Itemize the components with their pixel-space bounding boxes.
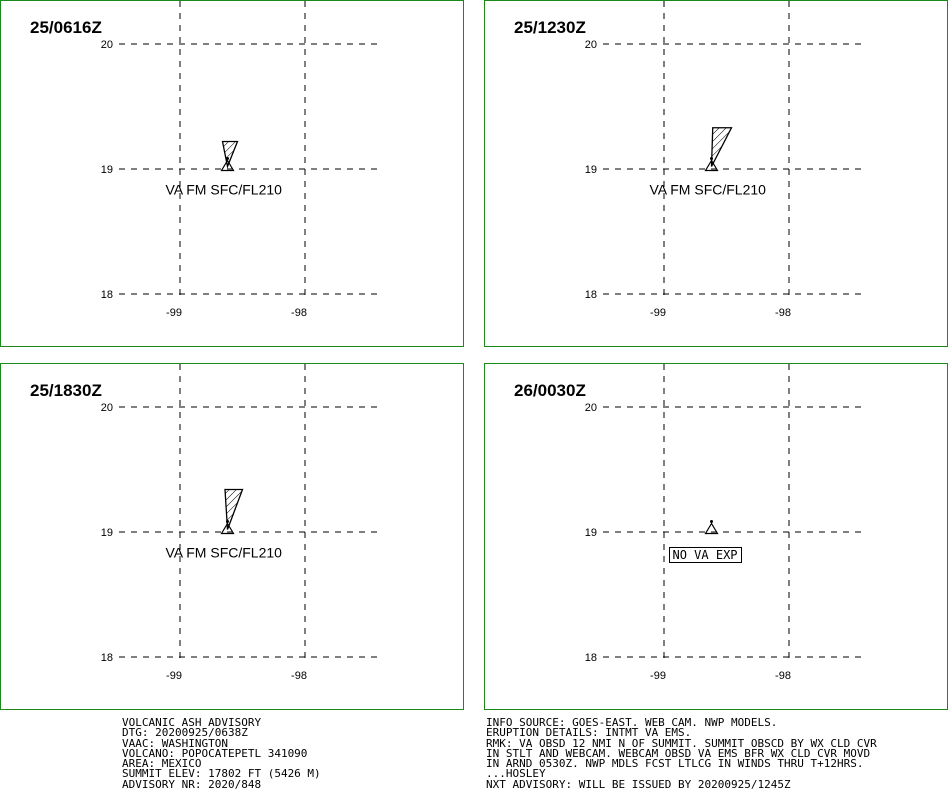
latitude-label: 20 xyxy=(100,402,113,414)
advisory-line: RMK: VA OBSD 12 NMI N OF SUMMIT. SUMMIT OBSCD BY WX CLD CVR xyxy=(486,736,877,750)
longitude-label: -98 xyxy=(775,670,791,682)
latitude-label: 20 xyxy=(584,402,597,414)
panel-time: 25/1230Z xyxy=(514,18,586,37)
advisory-remarks-text xyxy=(486,718,877,790)
advisory-line: VAAC: WASHINGTON xyxy=(122,736,228,750)
no-va-expected-box: NO VA EXP xyxy=(669,547,742,563)
advisory-line: AREA: MEXICO xyxy=(122,757,202,771)
forecast-panel-0030z xyxy=(484,363,948,710)
latitude-label: 19 xyxy=(100,527,113,539)
latitude-label: 19 xyxy=(584,164,597,176)
map-canvas xyxy=(1,364,463,709)
latitude-label: 18 xyxy=(584,289,597,301)
va-height-label: VA FM SFC/FL210 xyxy=(649,181,766,198)
longitude-label: -99 xyxy=(166,307,182,319)
ash-cloud-polygon xyxy=(712,128,732,167)
longitude-label: -98 xyxy=(775,307,791,319)
latitude-label: 18 xyxy=(100,289,113,301)
advisory-header-text xyxy=(122,718,321,790)
advisory-line: SUMMIT ELEV: 17802 FT (5426 M) xyxy=(122,767,321,781)
longitude-label: -98 xyxy=(291,307,307,319)
volcano-plume-dot xyxy=(226,520,229,523)
panel-time: 25/0616Z xyxy=(30,18,102,37)
longitude-label: -98 xyxy=(291,670,307,682)
map-canvas xyxy=(485,1,947,346)
latitude-label: 20 xyxy=(100,39,113,51)
volcano-plume-dot xyxy=(710,157,713,160)
panel-time: 25/1830Z xyxy=(30,381,102,400)
va-height-label: VA FM SFC/FL210 xyxy=(165,544,282,561)
forecast-panel-1830z xyxy=(0,363,464,710)
ash-cloud-polygon xyxy=(223,142,238,167)
advisory-line: ADVISORY NR: 2020/848 xyxy=(122,777,262,791)
longitude-label: -99 xyxy=(650,670,666,682)
latitude-label: 19 xyxy=(584,527,597,539)
map-canvas xyxy=(485,364,947,709)
advisory-line: IN STLT AND WEBCAM. WEBCAM OBSD VA EMS BFR WX CLD CVR MOVD xyxy=(486,746,871,760)
va-height-label: VA FM SFC/FL210 xyxy=(165,181,282,198)
latitude-label: 20 xyxy=(584,39,597,51)
latitude-label: 18 xyxy=(584,652,597,664)
latitude-label: 19 xyxy=(100,164,113,176)
advisory-line: NXT ADVISORY: WILL BE ISSUED BY 20200925/1245Z xyxy=(486,777,791,791)
forecast-panel-0616z xyxy=(0,0,464,347)
advisory-line: ERUPTION DETAILS: INTMT VA EMS. xyxy=(486,726,692,740)
advisory-line: VOLCANIC ASH ADVISORY xyxy=(122,716,262,729)
advisory-line: INFO SOURCE: GOES-EAST. WEB CAM. NWP MODELS. xyxy=(486,716,778,729)
advisory-line: IN ARND 0530Z. NWP MDLS FCST LTLCG IN WINDS THRU T+12HRS. xyxy=(486,757,864,771)
advisory-line: VOLCANO: POPOCATEPETL 341090 xyxy=(122,746,308,760)
advisory-line: DTG: 20200925/0638Z xyxy=(122,726,248,740)
panel-time: 26/0030Z xyxy=(514,381,586,400)
advisory-line: ...HOSLEY xyxy=(486,767,546,781)
latitude-label: 18 xyxy=(100,652,113,664)
longitude-label: -99 xyxy=(650,307,666,319)
forecast-panel-1230z xyxy=(484,0,948,347)
longitude-label: -99 xyxy=(166,670,182,682)
map-canvas xyxy=(1,1,463,346)
volcano-plume-dot xyxy=(710,520,713,523)
volcano-plume-dot xyxy=(226,157,229,160)
